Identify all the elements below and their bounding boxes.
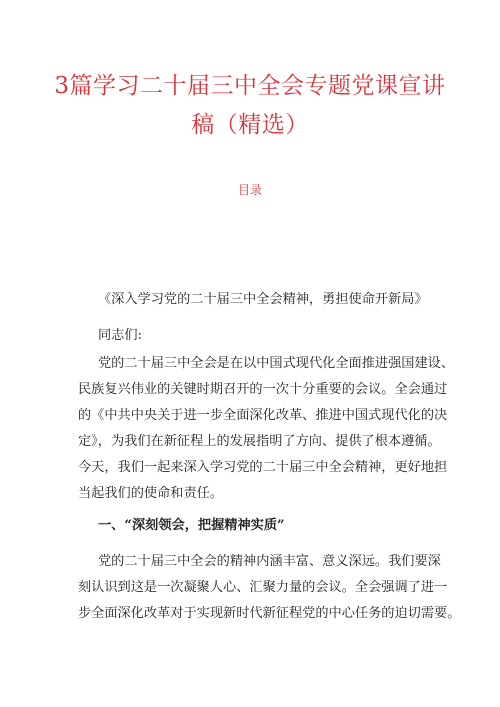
para2-line: 党的二十届三中全会的精神内涵丰富、意义深远。我们要深 xyxy=(98,554,441,569)
speech-heading: 《深入学习党的二十届三中全会精神，勇担使命开新局》 xyxy=(98,292,428,307)
para1-line: 民族复兴伟业的关键时期召开的一次十分重要的会议。全会通过 xyxy=(78,382,448,397)
para1-line: 当起我们的使命和责任。 xyxy=(78,486,224,501)
para2-line: 刻认识到这是一次凝聚人心、汇聚力量的会议。全会强调了进一 xyxy=(78,580,448,595)
para1-line: 定》，为我们在新征程上的发展指明了方向、提供了根本遵循。 xyxy=(78,434,441,449)
para1-line: 党的二十届三中全会是在以中国式现代化全面推进强国建设、 xyxy=(98,356,455,371)
para1-line: 的《中共中央关于进一步全面深化改革、推进中国式现代化的决 xyxy=(78,408,448,423)
document-title-line-2: 稿（精选） xyxy=(191,112,309,138)
greeting: 同志们: xyxy=(98,328,143,343)
section-1-title: 一、“深刻领会，把握精神实质” xyxy=(98,518,285,533)
para1-line: 今天，我们一起来深入学习党的二十届三中全会精神，更好地担 xyxy=(78,460,448,475)
document-title-line-1: 3篇学习二十届三中全会专题党课宣讲 xyxy=(54,73,446,99)
para2-line: 步全面深化改革对于实现新时代新征程党的中心任务的迫切需要。 xyxy=(78,606,461,621)
table-of-contents-link[interactable]: 目录 xyxy=(237,183,262,197)
